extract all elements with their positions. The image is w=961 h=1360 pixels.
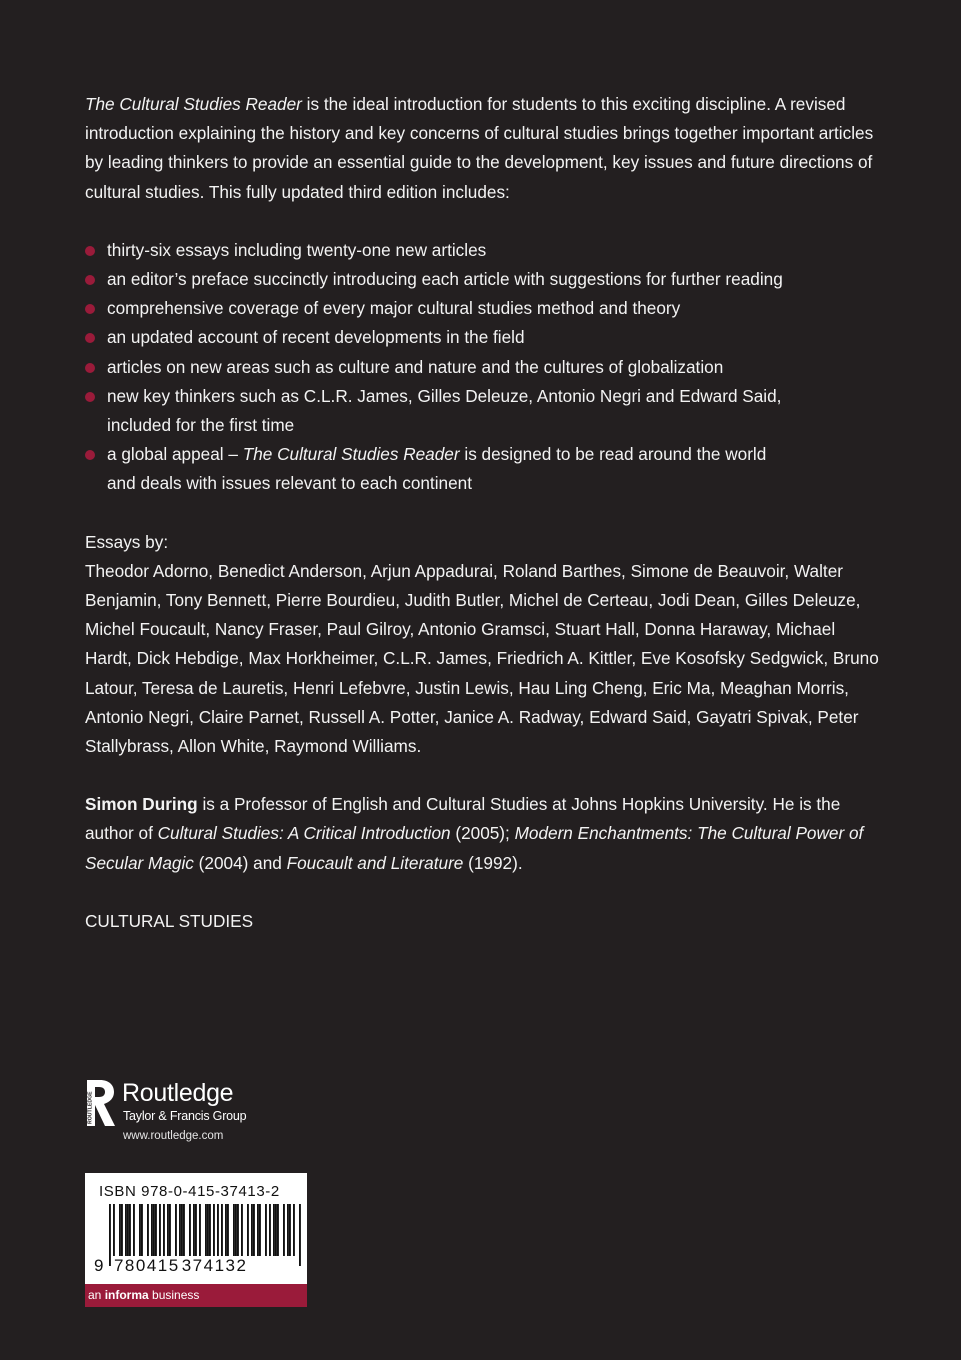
barcode-bar: [129, 1204, 131, 1256]
list-item: a global appeal – The Cultural Studies Reader is designed to be read around the world and deals with issues relevant to each continent: [85, 440, 785, 498]
barcode-bar: [127, 1204, 129, 1256]
barcode-bar: [167, 1204, 169, 1256]
intro-book-title: The Cultural Studies Reader: [85, 94, 302, 114]
essays-heading: Essays by:: [85, 531, 169, 552]
informa-business-tag: an informa business: [85, 1284, 307, 1307]
barcode-bar: [237, 1204, 239, 1256]
barcode-bar: [193, 1204, 195, 1256]
list-item: an editor’s preface succinctly introducing each article with suggestions for further reading: [85, 265, 785, 294]
list-item: comprehensive coverage of every major cultural studies method and theory: [85, 294, 785, 323]
barcode-bar: [225, 1204, 227, 1256]
barcode-bar: [221, 1204, 223, 1256]
back-cover-text: [85, 90, 885, 936]
barcode-bar: [283, 1204, 285, 1256]
barcode-bar: [259, 1204, 261, 1256]
barcode-bar: [273, 1204, 275, 1256]
intro-paragraph: [85, 90, 885, 207]
publisher-group: Taylor & Francis Group: [123, 1109, 247, 1123]
list-item: articles on new areas such as culture and nature and the cultures of globalization: [85, 353, 785, 382]
barcode-bar: [213, 1204, 215, 1256]
barcode-bar: [155, 1204, 157, 1256]
essays-authors: Theodor Adorno, Benedict Anderson, Arjun Appadurai, Roland Barthes, Simone de Beauvoir, Walter Benjamin, Tony Bennett, Pierre Bourdieu, Judith Butler, Michel de Certeau, Jodi Dean, Gilles Deleuze, Michel Foucault, Nancy Fraser, Paul Gilroy, Antonio Gramsci, Stuart Hall, Donna Haraway, Michael Hardt, Dick Hebdige, Max Horkheimer, C.L.R. James, Friedrich A. Kittler, Eve Kosofsky Sedgwick, Bruno Latour, Teresa de Lauretis, Henri Lefebvre, Justin Lewis, Hau Ling Cheng, Eric Ma, Meaghan Morris, Antonio Negri, Claire Parnet, Russell A. Potter, Janice A. Radway, Edward Said, Gayatri Spivak, Peter Stallybrass, Allon White, Raymond Williams.: [85, 560, 879, 757]
subject-category: CULTURAL STUDIES: [85, 910, 254, 931]
barcode-bar: [233, 1204, 235, 1256]
barcode-bar: [257, 1204, 259, 1256]
bullet-icon: [85, 392, 95, 402]
barcode-bar: [141, 1204, 143, 1256]
barcode-bar: [253, 1204, 255, 1256]
barcode-bar: [183, 1204, 185, 1256]
barcode-bar: [195, 1204, 197, 1256]
bullet-icon: [85, 363, 95, 373]
barcode-bar: [235, 1204, 237, 1256]
barcode-bar: [241, 1204, 243, 1256]
barcode-bar: [159, 1204, 161, 1256]
publisher-logo: [84, 1078, 304, 1148]
isbn-barcode-block: [85, 1173, 307, 1307]
barcode-bar: [163, 1204, 165, 1256]
barcode-bar: [269, 1204, 271, 1256]
barcode-bar: [139, 1204, 141, 1256]
bullet-icon: [85, 450, 95, 460]
barcode-bar: [121, 1204, 123, 1256]
list-item: new key thinkers such as C.L.R. James, Gilles Deleuze, Antonio Negri and Edward Said, included for the first time: [85, 382, 785, 440]
barcode-bar: [189, 1204, 191, 1256]
barcode-bar: [251, 1204, 253, 1256]
svg-text:ROUTLEDGE: ROUTLEDGE: [87, 1091, 94, 1124]
barcode-bar: [265, 1204, 267, 1256]
barcode-bar: [119, 1204, 121, 1256]
barcode-bar: [147, 1204, 149, 1256]
intro-text: is the ideal introduction for students to this exciting discipline. A revised introduction explaining the history and key concerns of cultural studies brings together important articles by leading thinkers to provide an essential guide to the development, key issues and future directions of cultural studies. This fully updated third edition includes:: [85, 94, 874, 202]
list-item: an updated account of recent developments in the field: [85, 323, 785, 352]
barcode-bar: [275, 1204, 277, 1256]
barcode-bar: [169, 1204, 171, 1256]
bullet-icon: [85, 275, 95, 285]
barcode-panel: [85, 1173, 307, 1284]
author-name: Simon During: [85, 794, 198, 815]
author-bio: Simon During is a Professor of English and Cultural Studies at Johns Hopkins University. He is the author of Cultural Studies: A Critical Introduction (2005); Modern Enchantments: The Cultural Power of Secular Magic (2004) and Foucault and Literature (1992).: [85, 794, 864, 873]
barcode-bar: [125, 1204, 127, 1256]
isbn-digits: 9 780415 374132: [94, 1256, 248, 1275]
barcode-bar: [227, 1204, 229, 1256]
feature-list: [85, 236, 785, 499]
barcode-bar: [175, 1204, 177, 1256]
barcode-bar: [153, 1204, 155, 1256]
routledge-logo-icon: [84, 1078, 118, 1128]
barcode-bar: [133, 1204, 135, 1256]
bullet-icon: [85, 333, 95, 343]
bullet-icon: [85, 246, 95, 256]
barcode-bar: [289, 1204, 291, 1256]
barcode-bar: [277, 1204, 279, 1256]
barcode-bar: [247, 1204, 249, 1256]
barcode-bar: [179, 1204, 181, 1256]
bullet-icon: [85, 304, 95, 314]
barcode-bar: [199, 1204, 201, 1256]
isbn-label: ISBN 978-0-415-37413-2: [99, 1183, 280, 1200]
barcode-bar: [287, 1204, 289, 1256]
barcode-bar: [209, 1204, 211, 1256]
barcode-bar: [151, 1204, 153, 1256]
barcode-bar: [293, 1204, 295, 1256]
barcode-bar: [217, 1204, 219, 1256]
list-item: thirty-six essays including twenty-one new articles: [85, 236, 785, 265]
barcode-bar: [181, 1204, 183, 1256]
publisher-url: www.routledge.com: [123, 1130, 224, 1142]
publisher-name: Routledge: [122, 1079, 234, 1107]
